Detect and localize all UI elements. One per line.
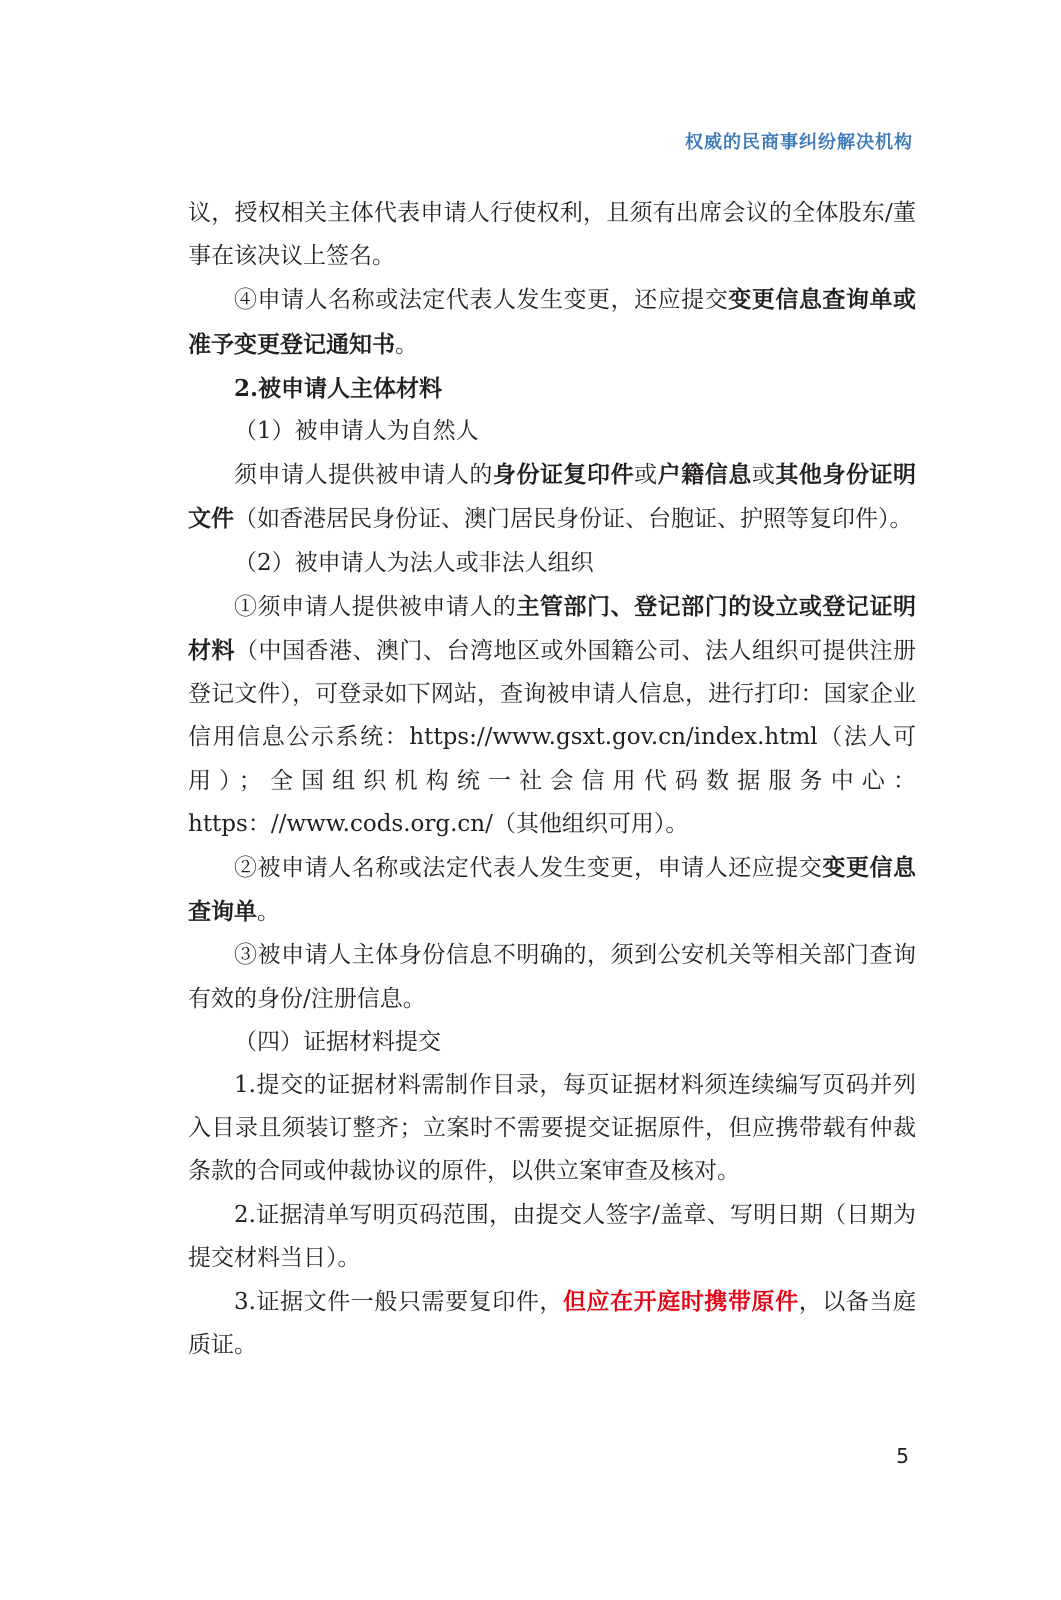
heading-evidence-submission: （四）证据材料提交 bbox=[234, 1028, 441, 1055]
heading-respondent-materials: 2.被申请人主体材料 bbox=[234, 374, 443, 402]
paragraph-identity-unclear: ③被申请人主体身份信息不明确的，须到公安机关等相关部门查询有效的身份/注册信息。 bbox=[188, 942, 916, 1012]
paragraph-respondent-name-change: ②被申请人名称或法定代表人发生变更，申请人还应提交变更信息查询单。 bbox=[188, 854, 917, 926]
paragraph-evidence-catalog: 1.提交的证据材料需制作目录，每页证据材料须连续编写页码并列入目录且须装订整齐；立案时不需要提交证据原件，但应携带载有仲裁条款的合同或仲裁协议的原件，以供立案审查及核对。 bbox=[188, 1072, 916, 1185]
page-number: 5 bbox=[896, 1444, 909, 1468]
paragraph-evidence-originals: 3.证据文件一般只需要复印件，但应在开庭时携带原件，以备当庭质证。 bbox=[188, 1288, 916, 1359]
paragraph-resolution-continued: 议，授权相关主体代表申请人行使权利，且须有出席会议的全体股东/董事在该决议上签名。 bbox=[188, 200, 916, 270]
subheading-natural-person: （1）被申请人为自然人 bbox=[234, 418, 479, 445]
paragraph-legal-person-docs: ①须申请人提供被申请人的主管部门、登记部门的设立或登记证明材料（中国香港、澳门、台湾地区或外国籍公司、法人组织可提供注册登记文件），可登录如下网站，查询被申请人信息，进行打印：国家企业信用信息公示系统：https://www.gsxt.gov.cn/index.html（法人可用）；全国组织机构统一社会信用代码数据服务中心：https：//www.cods.org.cn/（其他组织可用）。 bbox=[188, 592, 917, 837]
paragraph-evidence-list: 2.证据清单写明页码范围，由提交人签字/盖章、写明日期（日期为提交材料当日）。 bbox=[188, 1201, 916, 1271]
body-text bbox=[188, 192, 916, 1367]
running-header: 权威的民商事纠纷解决机构 bbox=[685, 132, 913, 153]
subheading-legal-person: （2）被申请人为法人或非法人组织 bbox=[234, 549, 594, 576]
paragraph-applicant-name-change: ④申请人名称或法定代表人发生变更，还应提交变更信息查询单或准予变更登记通知书。 bbox=[188, 286, 917, 358]
paragraph-natural-person-docs: 须申请人提供被申请人的身份证复印件或户籍信息或其他身份证明文件（如香港居民身份证、澳门居民身份证、台胞证、护照等复印件）。 bbox=[188, 461, 917, 533]
highlight-bring-originals: 但应在开庭时携带原件 bbox=[562, 1288, 799, 1316]
